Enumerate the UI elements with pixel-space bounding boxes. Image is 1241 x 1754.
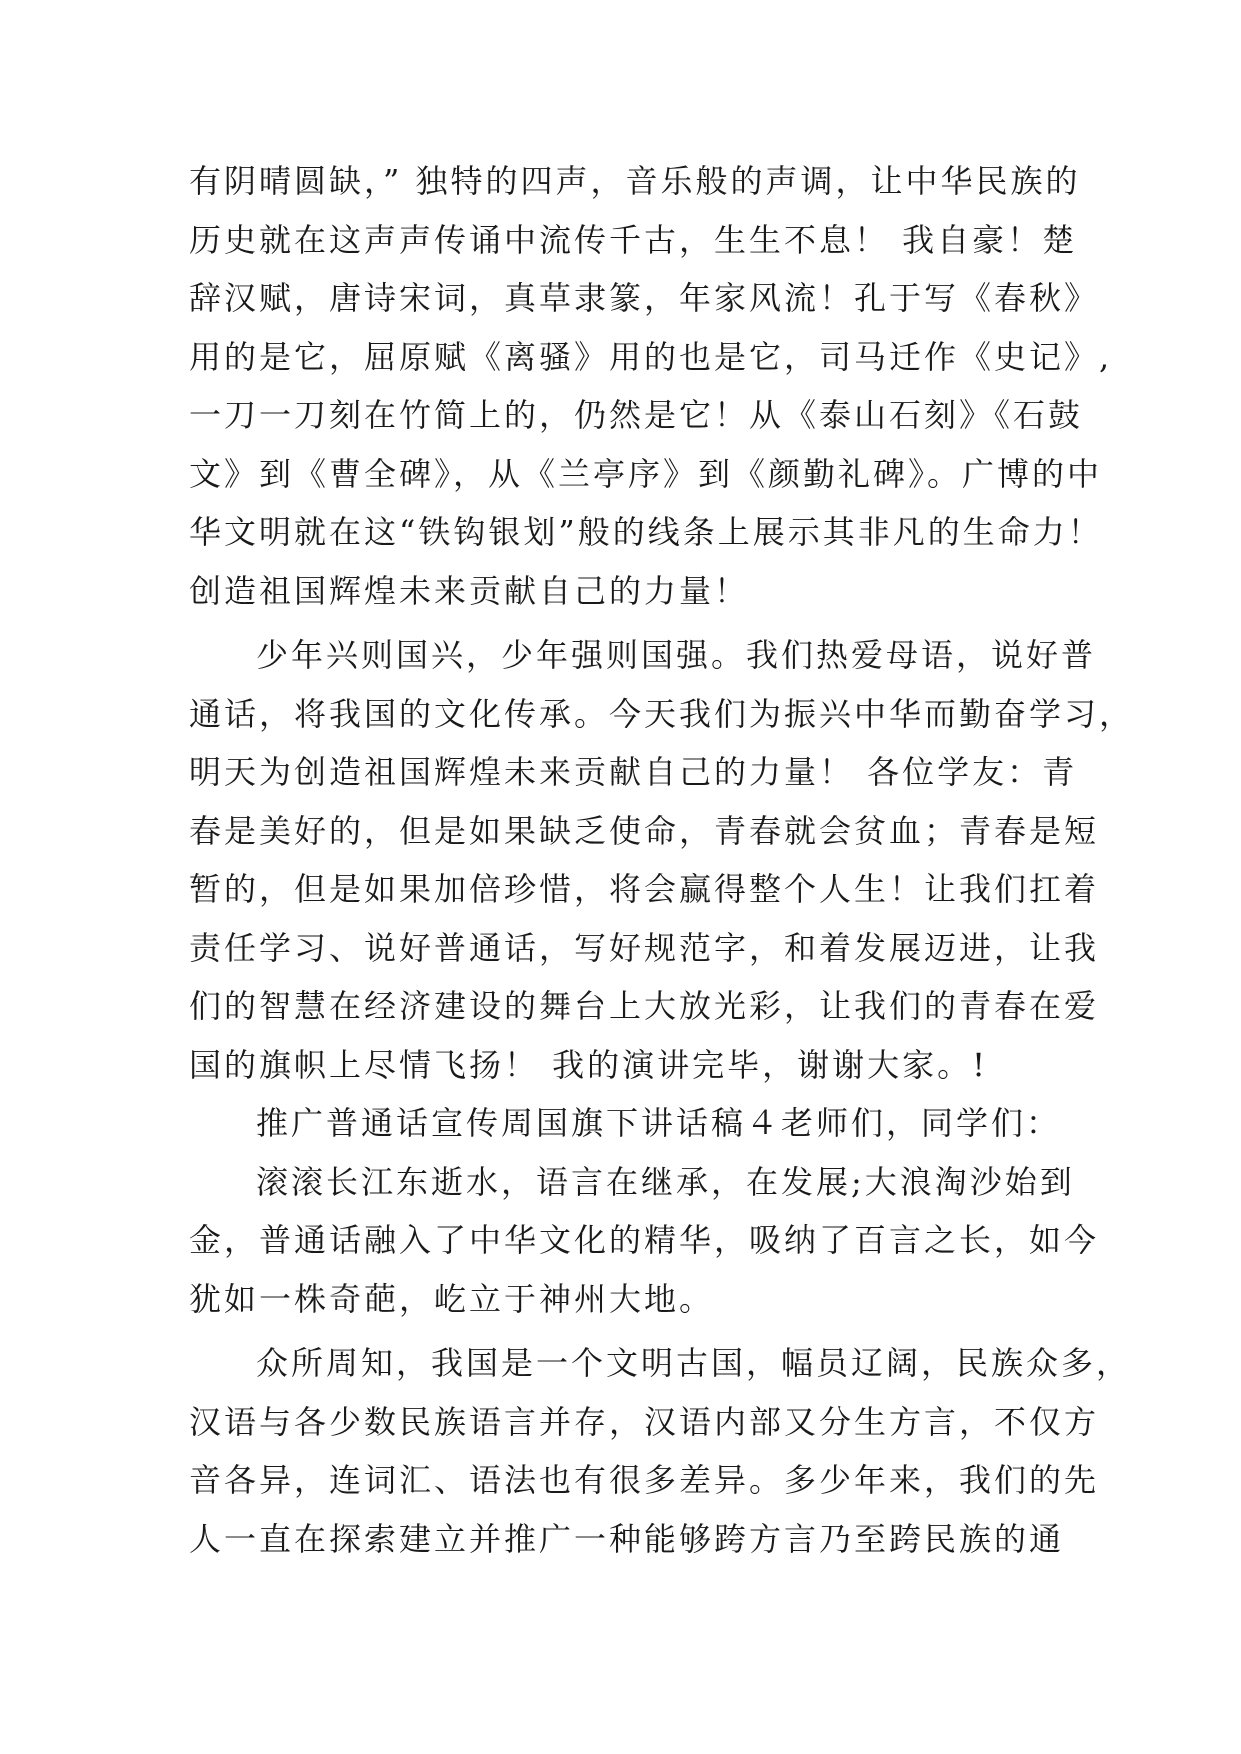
text-line: 文》到《曹全碑》，从《兰亭序》到《颜勤礼碑》。广博的中 [189, 454, 1103, 493]
text-line: 华文明就在这“铁钩银划”般的线条上展示其非凡的生命力！ [189, 513, 1103, 551]
text-line: 音各异，连词汇、语法也有很多差异。多少年来，我们的先 [189, 1461, 1100, 1499]
document-body [189, 152, 1135, 1568]
text-line: 辞汉赋，唐诗宋词，真草隶篆，年家风流！孔于写《春秋》 [189, 279, 1100, 317]
text-line: 国的旗帜上尽情飞扬！ 我的演讲完毕，谢谢大家。! [189, 1045, 989, 1084]
text-line: 金，普通话融入了中华文化的精华，吸纳了百言之长，如今 [189, 1221, 1100, 1259]
heading-line: 推广普通话宣传周国旗下讲话稿４老师们，同学们： [256, 1104, 1062, 1142]
text-line: 一刀一刀刻在竹简上的，仍然是它！从《泰山石刻》《石鼓 [189, 396, 1084, 434]
text-line: 犹如一株奇葩，屹立于神州大地。 [189, 1279, 715, 1318]
text-line: 有阴晴圆缺，” 独特的四声，音乐般的声调，让中华民族的 [189, 162, 1081, 200]
text-line: 历史就在这声声传诵中流传千古，生生不息！ 我自豪！楚 [189, 220, 1078, 259]
text-line: 暂的，但是如果加倍珍惜，将会赢得整个人生！让我们扛着 [189, 870, 1100, 908]
text-line: 人一直在探索建立并推广一种能够跨方言乃至跨民族的通 [189, 1519, 1065, 1558]
text-line: 用的是它，屈原赋《离骚》用的也是它，司马迁作《史记》, [189, 337, 1113, 376]
text-line: 责任学习、说好普通话，写好规范字，和着发展迈进，让我 [189, 928, 1100, 967]
text-line: 春是美好的，但是如果缺乏使命，青春就会贫血；青春是短 [189, 811, 1100, 850]
paragraph-start-line: 滚滚长江东逝水，语言在继承，在发展;大浪淘沙始到 [256, 1162, 1075, 1201]
text-line: 们的智慧在经济建设的舞台上大放光彩，让我们的青春在爱 [189, 987, 1100, 1025]
paragraph-start-line: 众所周知，我国是一个文明古国，幅员辽阔，民族众多， [256, 1344, 1132, 1382]
text-line: 通话，将我国的文化传承。今天我们为振兴中华而勤奋学习， [189, 694, 1135, 733]
paragraph-start-line: 少年兴则国兴，少年强则国强。我们热爱母语，说好普 [256, 636, 1097, 674]
text-line: 明天为创造祖国辉煌未来贡献自己的力量！ 各位学友：青 [189, 753, 1078, 791]
text-line: 汉语与各少数民族语言并存，汉语内部又分生方言，不仅方 [189, 1402, 1100, 1441]
text-line: 创造祖国辉煌未来贡献自己的力量！ [189, 571, 750, 610]
